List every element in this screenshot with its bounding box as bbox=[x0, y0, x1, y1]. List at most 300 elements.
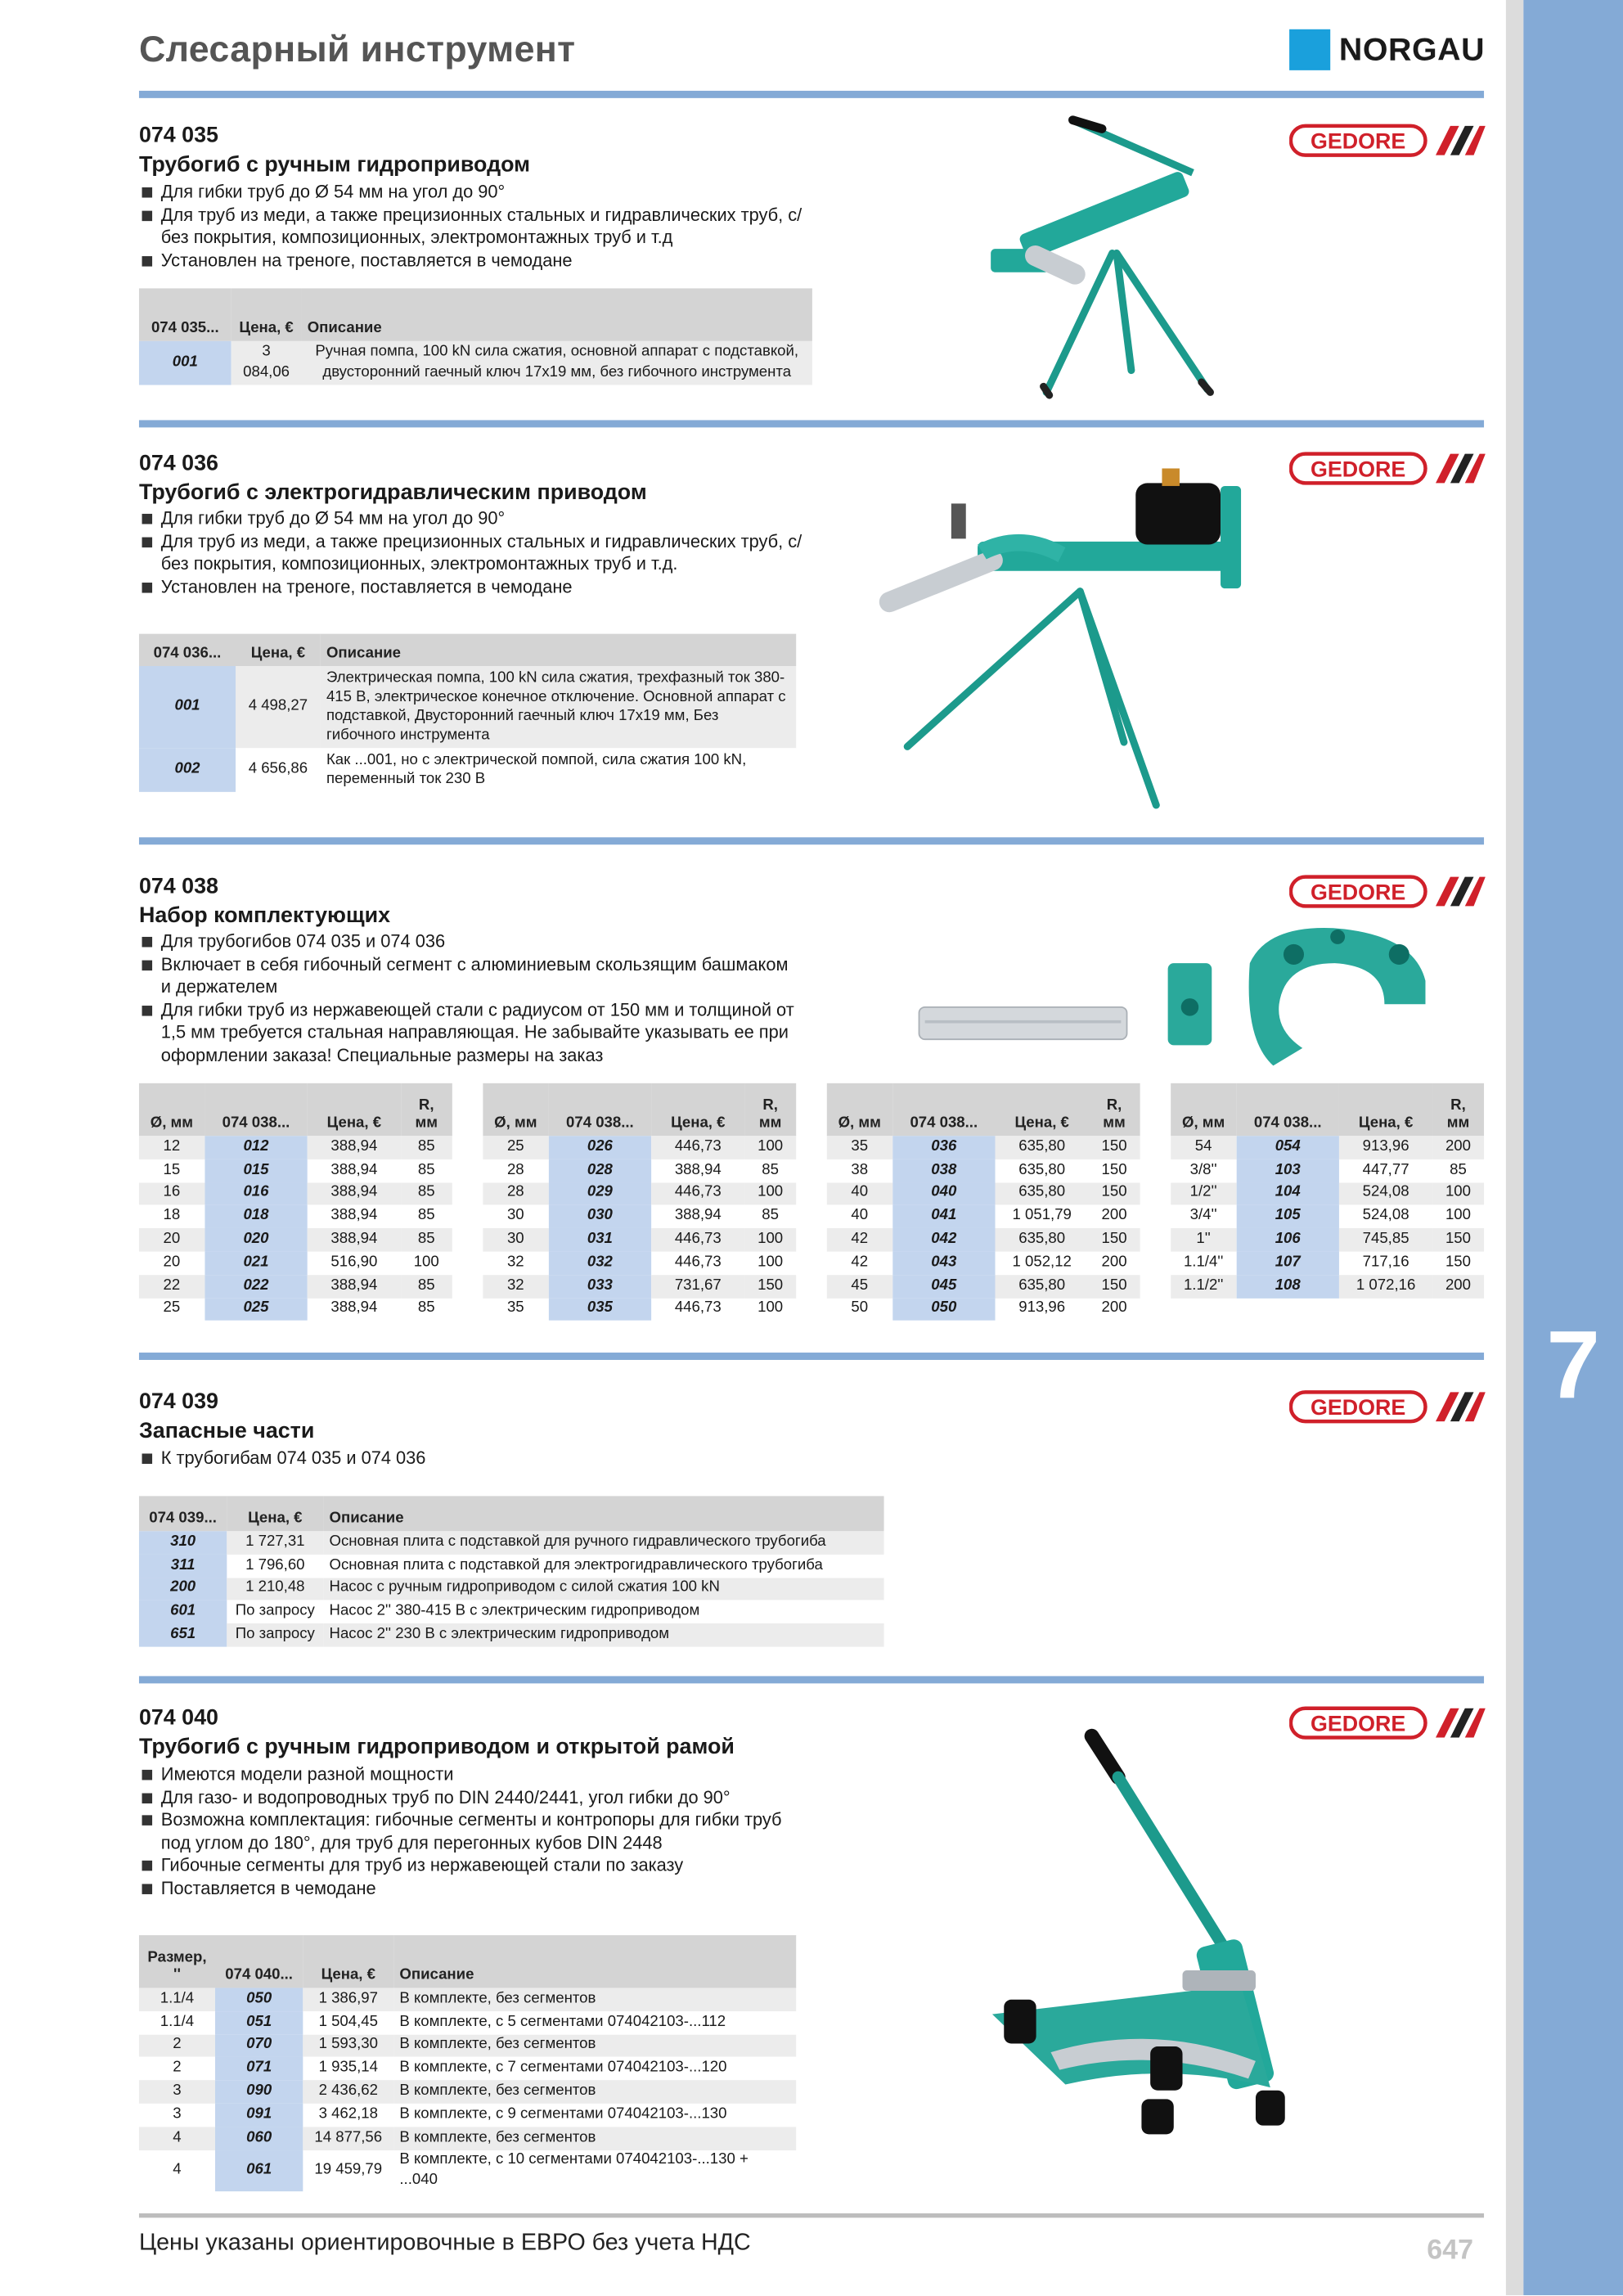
article-code: 022 bbox=[205, 1275, 308, 1298]
column-header: Цена, € bbox=[232, 288, 302, 340]
radius: 100 bbox=[1445, 1208, 1471, 1225]
table-row bbox=[483, 1252, 796, 1275]
table-row bbox=[139, 1252, 452, 1275]
article-code: 001 bbox=[139, 341, 232, 385]
column-header: Цена, € bbox=[1339, 1083, 1432, 1136]
section-rule bbox=[139, 1676, 1484, 1683]
price: 1 504,45 bbox=[318, 2014, 378, 2030]
table-row bbox=[1171, 1182, 1484, 1205]
table-row bbox=[139, 1136, 452, 1159]
radius: 200 bbox=[1432, 1136, 1484, 1159]
footer-rule bbox=[139, 2213, 1484, 2217]
article-code: 029 bbox=[548, 1182, 651, 1205]
description: Насос 2'' 230 В с электрическим гидроприводом bbox=[323, 1623, 883, 1646]
norgau-logo bbox=[1289, 29, 1485, 70]
feature-list bbox=[139, 1764, 783, 1901]
section-rule bbox=[139, 420, 1484, 427]
section-code: 074 035 bbox=[138, 123, 218, 148]
page-number: 647 bbox=[1427, 2235, 1473, 2267]
chapter-number: 7 bbox=[1546, 1310, 1601, 1419]
column-header: 074 035... bbox=[139, 288, 232, 340]
gedore-logo bbox=[1289, 1705, 1486, 1740]
description: Насос с ручным гидроприводом с силой сжатия 100 kN bbox=[323, 1578, 883, 1600]
radius: 85 bbox=[762, 1208, 779, 1225]
diameter: 45 bbox=[827, 1275, 892, 1298]
gedore-logo bbox=[1289, 451, 1486, 486]
diameter: 25 bbox=[163, 1300, 181, 1317]
table-row bbox=[827, 1275, 1140, 1298]
table-row bbox=[139, 1159, 452, 1182]
radius: 200 bbox=[1101, 1300, 1127, 1317]
table-row bbox=[139, 1228, 452, 1251]
radius: 100 bbox=[1432, 1182, 1484, 1205]
table-row bbox=[139, 2057, 796, 2080]
price-table bbox=[139, 634, 796, 792]
radius: 85 bbox=[417, 1161, 435, 1178]
section-code: 074 039 bbox=[138, 1389, 218, 1415]
price: 2 436,62 bbox=[303, 2081, 393, 2104]
price: 635,80 bbox=[996, 1228, 1089, 1251]
table-row bbox=[139, 2081, 796, 2104]
table-row bbox=[139, 1275, 452, 1298]
price: 524,08 bbox=[1362, 1208, 1409, 1225]
diameter: 1/2'' bbox=[1171, 1182, 1236, 1205]
column-header: 074 038... bbox=[892, 1083, 996, 1136]
table-row bbox=[1171, 1252, 1484, 1275]
feature-item: Включает в себя гибочный сегмент с алюминиевым скользящим башмаком и держателем bbox=[139, 954, 798, 1000]
description: В комплекте, без сегментов bbox=[393, 2127, 796, 2150]
radius: 150 bbox=[1088, 1182, 1140, 1205]
feature-item: К трубогибам 074 035 и 074 036 bbox=[139, 1447, 812, 1470]
column-header: 074 039... bbox=[139, 1496, 227, 1531]
price-table bbox=[483, 1083, 796, 1321]
radius: 150 bbox=[1101, 1161, 1127, 1178]
price: 1 210,48 bbox=[227, 1578, 323, 1600]
gedore-logo bbox=[1289, 874, 1486, 909]
table-row bbox=[827, 1298, 1140, 1321]
feature-item: Возможна комплектация: гибочные сегменты и контропоры для гибки труб под углом до 180°, для труб для перегонных кубов DIN 2448 bbox=[139, 1810, 783, 1856]
table-row bbox=[139, 666, 796, 748]
price: 1 935,14 bbox=[318, 2060, 378, 2077]
article-code: 651 bbox=[139, 1623, 227, 1646]
radius: 85 bbox=[401, 1136, 452, 1159]
price: 3 462,18 bbox=[318, 2106, 378, 2123]
column-header: R, мм bbox=[1432, 1083, 1484, 1136]
description: В комплекте, с 7 сегментами 074042103-...120 bbox=[399, 2060, 727, 2077]
article-code: 001 bbox=[139, 666, 236, 748]
article-code: 200 bbox=[139, 1578, 227, 1600]
article-code: 310 bbox=[139, 1531, 227, 1554]
article-code: 020 bbox=[205, 1228, 308, 1251]
description: В комплекте, с 9 сегментами 074042103-...130 bbox=[399, 2106, 727, 2123]
table-row bbox=[139, 1531, 884, 1554]
table-row bbox=[139, 748, 796, 792]
article-code: 012 bbox=[205, 1136, 308, 1159]
article-code: 105 bbox=[1236, 1205, 1339, 1228]
price: 14 877,56 bbox=[303, 2127, 393, 2150]
column-header: R, мм bbox=[401, 1083, 452, 1136]
price-table bbox=[139, 1083, 452, 1321]
column-header: R, мм bbox=[744, 1083, 796, 1136]
column-header: Описание bbox=[321, 634, 796, 666]
price: 635,80 bbox=[996, 1182, 1089, 1205]
radius: 85 bbox=[401, 1275, 452, 1298]
article-code: 050 bbox=[215, 1988, 303, 2010]
column-header: Ø, мм bbox=[139, 1083, 205, 1136]
table-row bbox=[483, 1298, 796, 1321]
radius: 150 bbox=[744, 1275, 796, 1298]
diameter: 12 bbox=[139, 1136, 205, 1159]
diameter: 3/4'' bbox=[1189, 1208, 1217, 1225]
table-row bbox=[139, 1298, 452, 1321]
table-row bbox=[483, 1136, 796, 1159]
price: 731,67 bbox=[651, 1275, 744, 1298]
article-code: 060 bbox=[215, 2127, 303, 2150]
feature-item: Для гибки труб до Ø 54 мм на угол до 90° bbox=[139, 508, 812, 531]
table-row bbox=[1171, 1205, 1484, 1228]
diameter: 30 bbox=[483, 1228, 548, 1251]
article-code: 050 bbox=[892, 1298, 996, 1321]
table-row bbox=[827, 1136, 1140, 1159]
price: 1 796,60 bbox=[245, 1556, 305, 1573]
norgau-logo-text: NORGAU bbox=[1338, 30, 1486, 68]
feature-list bbox=[139, 508, 812, 600]
price: 388,94 bbox=[308, 1228, 401, 1251]
price: 446,73 bbox=[651, 1228, 744, 1251]
price: 447,77 bbox=[1362, 1161, 1409, 1178]
diameter: 20 bbox=[163, 1254, 181, 1271]
feature-list bbox=[139, 1447, 812, 1470]
radius: 100 bbox=[744, 1228, 796, 1251]
feature-item: Установлен на треноге, поставляется в чемодане bbox=[139, 250, 812, 273]
article-code: 040 bbox=[892, 1182, 996, 1205]
table-row bbox=[139, 2034, 796, 2057]
radius: 100 bbox=[758, 1300, 784, 1317]
article-code: 106 bbox=[1236, 1228, 1339, 1251]
diameter: 35 bbox=[827, 1136, 892, 1159]
feature-item: Установлен на треноге, поставляется в чемодане bbox=[139, 576, 812, 599]
table-row bbox=[1171, 1159, 1484, 1182]
diameter: 50 bbox=[851, 1300, 869, 1317]
price: 388,94 bbox=[330, 1161, 378, 1178]
manual-pipe-bender-image bbox=[959, 115, 1222, 407]
price: 1 593,30 bbox=[303, 2034, 393, 2057]
table-row bbox=[139, 1555, 884, 1578]
size: 2 bbox=[173, 2060, 182, 2077]
column-header: 074 036... bbox=[139, 634, 236, 666]
description: В комплекте, без сегментов bbox=[393, 1988, 796, 2010]
price: 4 656,86 bbox=[248, 761, 308, 777]
table-row bbox=[483, 1159, 796, 1182]
article-code: 054 bbox=[1236, 1136, 1339, 1159]
price: 635,80 bbox=[1018, 1161, 1066, 1178]
radius: 85 bbox=[401, 1182, 452, 1205]
article-code: 036 bbox=[892, 1136, 996, 1159]
radius: 200 bbox=[1101, 1254, 1127, 1271]
feature-item: Поставляется в чемодане bbox=[139, 1878, 783, 1901]
radius: 85 bbox=[762, 1161, 779, 1178]
description: Электрическая помпа, 100 kN сила сжатия, трехфазный ток 380-415 В, электрическое конечное отключение. Основной аппарат с подставкой, Двусторонний гаечный ключ 17x19 мм, Без гибочного инструмента bbox=[321, 666, 796, 748]
section-code: 074 040 bbox=[138, 1705, 218, 1731]
diameter: 30 bbox=[506, 1208, 524, 1225]
table-row bbox=[827, 1252, 1140, 1275]
size: 3 bbox=[173, 2106, 182, 2123]
accessory-set-image bbox=[916, 922, 1432, 1083]
radius: 150 bbox=[1088, 1275, 1140, 1298]
article-code: 601 bbox=[139, 1600, 227, 1623]
diameter: 3/8'' bbox=[1189, 1161, 1217, 1178]
description: Основная плита с подставкой для ручного гидравлического трубогиба bbox=[323, 1531, 883, 1554]
article-code: 002 bbox=[139, 748, 236, 792]
article-code: 041 bbox=[892, 1205, 996, 1228]
feature-item: Имеются модели разной мощности bbox=[139, 1764, 783, 1787]
article-code: 035 bbox=[548, 1298, 651, 1321]
column-header: 074 038... bbox=[548, 1083, 651, 1136]
table-row bbox=[139, 2150, 796, 2190]
table-row bbox=[1171, 1136, 1484, 1159]
feature-item: Для трубогибов 074 035 и 074 036 bbox=[139, 931, 798, 954]
price: 1 052,12 bbox=[1012, 1254, 1072, 1271]
article-code: 051 bbox=[215, 2011, 303, 2034]
diameter: 32 bbox=[506, 1254, 524, 1271]
price-table bbox=[827, 1083, 1140, 1321]
price: 19 459,79 bbox=[314, 2161, 383, 2178]
diameter: 38 bbox=[851, 1161, 869, 1178]
column-header: Ø, мм bbox=[827, 1083, 892, 1136]
diameter: 32 bbox=[483, 1275, 548, 1298]
article-code: 070 bbox=[215, 2034, 303, 2057]
article-code: 061 bbox=[215, 2150, 303, 2190]
diameter: 20 bbox=[139, 1228, 205, 1251]
price: 446,73 bbox=[674, 1254, 722, 1271]
section-title: Трубогиб с электрогидравлическим приводом bbox=[138, 479, 647, 506]
price: 388,94 bbox=[674, 1161, 722, 1178]
page-title: Слесарный инструмент bbox=[138, 29, 576, 70]
column-header: Размер, '' bbox=[139, 1935, 215, 1988]
article-code: 103 bbox=[1236, 1159, 1339, 1182]
column-header: Цена, € bbox=[227, 1496, 323, 1531]
price: 745,85 bbox=[1339, 1228, 1432, 1251]
gedore-logo bbox=[1289, 1389, 1486, 1425]
feature-item: Гибочные сегменты для труб из нержавеющей стали по заказу bbox=[139, 1855, 783, 1878]
electro-hydraulic-bender-image bbox=[875, 457, 1270, 815]
diameter: 18 bbox=[163, 1208, 181, 1225]
price: 913,96 bbox=[1339, 1136, 1432, 1159]
column-header: Ø, мм bbox=[1171, 1083, 1236, 1136]
price: 388,94 bbox=[308, 1182, 401, 1205]
diameter: 16 bbox=[139, 1182, 205, 1205]
diameter: 15 bbox=[163, 1161, 181, 1178]
table-row bbox=[139, 1623, 884, 1646]
column-header: 074 040... bbox=[215, 1935, 303, 1988]
diameter: 35 bbox=[506, 1300, 524, 1317]
article-code: 028 bbox=[548, 1159, 651, 1182]
column-header: Цена, € bbox=[651, 1083, 744, 1136]
chapter-sidebar bbox=[1523, 0, 1623, 2295]
article-code: 104 bbox=[1236, 1182, 1339, 1205]
article-code: 015 bbox=[205, 1159, 308, 1182]
article-code: 107 bbox=[1236, 1252, 1339, 1275]
column-header: 074 038... bbox=[1236, 1083, 1339, 1136]
description: Основная плита с подставкой для электрогидравлического трубогиба bbox=[329, 1556, 823, 1573]
size: 3 bbox=[139, 2081, 215, 2104]
article-code: 108 bbox=[1236, 1275, 1339, 1298]
size: 1.1/4 bbox=[160, 2014, 195, 2030]
diameter: 22 bbox=[139, 1275, 205, 1298]
gedore-logo-text: GEDORE bbox=[1311, 128, 1406, 154]
table-row bbox=[483, 1205, 796, 1228]
price: 446,73 bbox=[651, 1136, 744, 1159]
column-header: Цена, € bbox=[236, 634, 321, 666]
article-code: 042 bbox=[892, 1228, 996, 1251]
column-header: Описание bbox=[393, 1935, 796, 1988]
size: 1.1/4 bbox=[139, 1988, 215, 2010]
price: 446,73 bbox=[651, 1182, 744, 1205]
price: 1 386,97 bbox=[303, 1988, 393, 2010]
radius: 150 bbox=[1088, 1228, 1140, 1251]
diameter: 25 bbox=[483, 1136, 548, 1159]
column-header: Цена, € bbox=[996, 1083, 1089, 1136]
feature-item: Для труб из меди, а также прецизионных стальных и гидравлических труб, с/без покрытия, композиционных, электромонтажных труб и т.д. bbox=[139, 531, 812, 577]
price: 717,16 bbox=[1362, 1254, 1409, 1271]
article-code: 043 bbox=[892, 1252, 996, 1275]
article-code: 091 bbox=[215, 2104, 303, 2127]
diameter: 40 bbox=[827, 1182, 892, 1205]
radius: 100 bbox=[744, 1136, 796, 1159]
feature-item: Для гибки труб до Ø 54 мм на угол до 90° bbox=[139, 182, 812, 205]
article-code: 033 bbox=[548, 1275, 651, 1298]
table-row bbox=[139, 1205, 452, 1228]
section-rule bbox=[139, 1353, 1484, 1360]
description: В комплекте, с 10 сегментами 074042103-...130 + ...040 bbox=[399, 2151, 749, 2188]
article-code: 071 bbox=[215, 2057, 303, 2080]
table-row bbox=[483, 1182, 796, 1205]
price: 388,94 bbox=[674, 1208, 722, 1225]
article-code: 045 bbox=[892, 1275, 996, 1298]
price: 516,90 bbox=[330, 1254, 378, 1271]
description: Как ...001, но с электрической помпой, сила сжатия 100 kN, переменный ток 230 В bbox=[326, 752, 747, 788]
price: 388,94 bbox=[330, 1208, 378, 1225]
description: В комплекте, с 5 сегментами 074042103-...112 bbox=[399, 2014, 726, 2030]
table-row bbox=[483, 1275, 796, 1298]
article-code: 016 bbox=[205, 1182, 308, 1205]
article-code: 025 bbox=[205, 1298, 308, 1321]
section-title: Набор комплектующих bbox=[138, 903, 391, 929]
radius: 85 bbox=[417, 1300, 435, 1317]
price: 1 051,79 bbox=[1012, 1208, 1072, 1225]
diameter: 1.1/2'' bbox=[1171, 1275, 1236, 1298]
size: 4 bbox=[139, 2127, 215, 2150]
description: В комплекте, без сегментов bbox=[393, 2081, 796, 2104]
price: По запросу bbox=[227, 1623, 323, 1646]
description: Ручная помпа, 100 kN сила сжатия, основной аппарат с подставкой, двусторонний гаечный ключ 17x19 мм, без гибочного инструмента bbox=[302, 341, 812, 385]
price-note: Цены указаны ориентировочные в ЕВРО без учета НДС bbox=[138, 2231, 751, 2256]
diameter: 1'' bbox=[1171, 1228, 1236, 1251]
radius: 200 bbox=[1101, 1208, 1127, 1225]
column-header: Цена, € bbox=[303, 1935, 393, 1988]
price: 635,80 bbox=[996, 1136, 1089, 1159]
article-code: 032 bbox=[548, 1252, 651, 1275]
price: 388,94 bbox=[308, 1275, 401, 1298]
radius: 85 bbox=[417, 1208, 435, 1225]
diameter: 54 bbox=[1171, 1136, 1236, 1159]
description: Насос 2'' 380-415 В с электрическим гидроприводом bbox=[329, 1603, 700, 1620]
price: 4 498,27 bbox=[236, 666, 321, 748]
column-header: Цена, € bbox=[308, 1083, 401, 1136]
diameter: 1.1/4'' bbox=[1183, 1254, 1224, 1271]
radius: 150 bbox=[1432, 1228, 1484, 1251]
radius: 100 bbox=[413, 1254, 439, 1271]
table-row bbox=[827, 1159, 1140, 1182]
feature-list bbox=[139, 182, 812, 273]
article-code: 311 bbox=[139, 1555, 227, 1578]
gedore-logo-text: GEDORE bbox=[1311, 1711, 1406, 1736]
section-title: Трубогиб с ручным гидроприводом bbox=[138, 152, 531, 178]
radius: 150 bbox=[1088, 1136, 1140, 1159]
norgau-logo-square bbox=[1289, 29, 1330, 70]
diameter: 28 bbox=[506, 1161, 524, 1178]
size: 2 bbox=[139, 2034, 215, 2057]
table-row bbox=[139, 2011, 796, 2034]
price-table bbox=[139, 1935, 796, 2190]
gedore-logo-text: GEDORE bbox=[1311, 880, 1406, 905]
table-row bbox=[139, 2127, 796, 2150]
article-code: 018 bbox=[205, 1205, 308, 1228]
article-code: 038 bbox=[892, 1159, 996, 1182]
radius: 200 bbox=[1432, 1275, 1484, 1298]
feature-item: Для газо- и водопроводных труб по DIN 2440/2441, угол гибки до 90° bbox=[139, 1787, 783, 1810]
article-code: 021 bbox=[205, 1252, 308, 1275]
table-row bbox=[483, 1228, 796, 1251]
diameter: 42 bbox=[851, 1254, 869, 1271]
column-header: Ø, мм bbox=[483, 1083, 548, 1136]
price: 635,80 bbox=[996, 1275, 1089, 1298]
table-row bbox=[827, 1205, 1140, 1228]
table-row bbox=[139, 341, 812, 385]
radius: 85 bbox=[1450, 1161, 1467, 1178]
table-row bbox=[139, 1182, 452, 1205]
diameter: 42 bbox=[827, 1228, 892, 1251]
table-row bbox=[139, 1578, 884, 1600]
column-header: Описание bbox=[323, 1496, 883, 1531]
article-code: 030 bbox=[548, 1205, 651, 1228]
price: 913,96 bbox=[1018, 1300, 1066, 1317]
section-rule bbox=[139, 91, 1484, 98]
price-table bbox=[139, 288, 812, 385]
feature-item: Для гибки труб из нержавеющей стали с радиусом от 150 мм и толщиной от 1,5 мм требуется стальная направляющая. Не забывайте указывать ее при оформлении заказа! Специальные размеры на заказ bbox=[139, 999, 798, 1068]
feature-list bbox=[139, 931, 798, 1068]
table-row bbox=[139, 2104, 796, 2127]
table-row bbox=[827, 1182, 1140, 1205]
price: 524,08 bbox=[1339, 1182, 1432, 1205]
column-header: Описание bbox=[302, 288, 812, 340]
price: 388,94 bbox=[330, 1300, 378, 1317]
table-row bbox=[139, 1988, 796, 2010]
diameter: 28 bbox=[483, 1182, 548, 1205]
section-code: 074 038 bbox=[138, 874, 218, 899]
gedore-logo-text: GEDORE bbox=[1311, 457, 1406, 482]
price: 446,73 bbox=[674, 1300, 722, 1317]
radius: 85 bbox=[401, 1228, 452, 1251]
radius: 100 bbox=[744, 1182, 796, 1205]
article-code: 090 bbox=[215, 2081, 303, 2104]
radius: 100 bbox=[758, 1254, 784, 1271]
table-row bbox=[827, 1228, 1140, 1251]
sidebar-edge bbox=[1506, 0, 1523, 2295]
section-title: Запасные части bbox=[138, 1418, 315, 1443]
feature-item: Для труб из меди, а также прецизионных стальных и гидравлических труб, с/без покрытия, композиционных, электромонтажных труб и т.д bbox=[139, 205, 812, 250]
price: 1 727,31 bbox=[227, 1531, 323, 1554]
